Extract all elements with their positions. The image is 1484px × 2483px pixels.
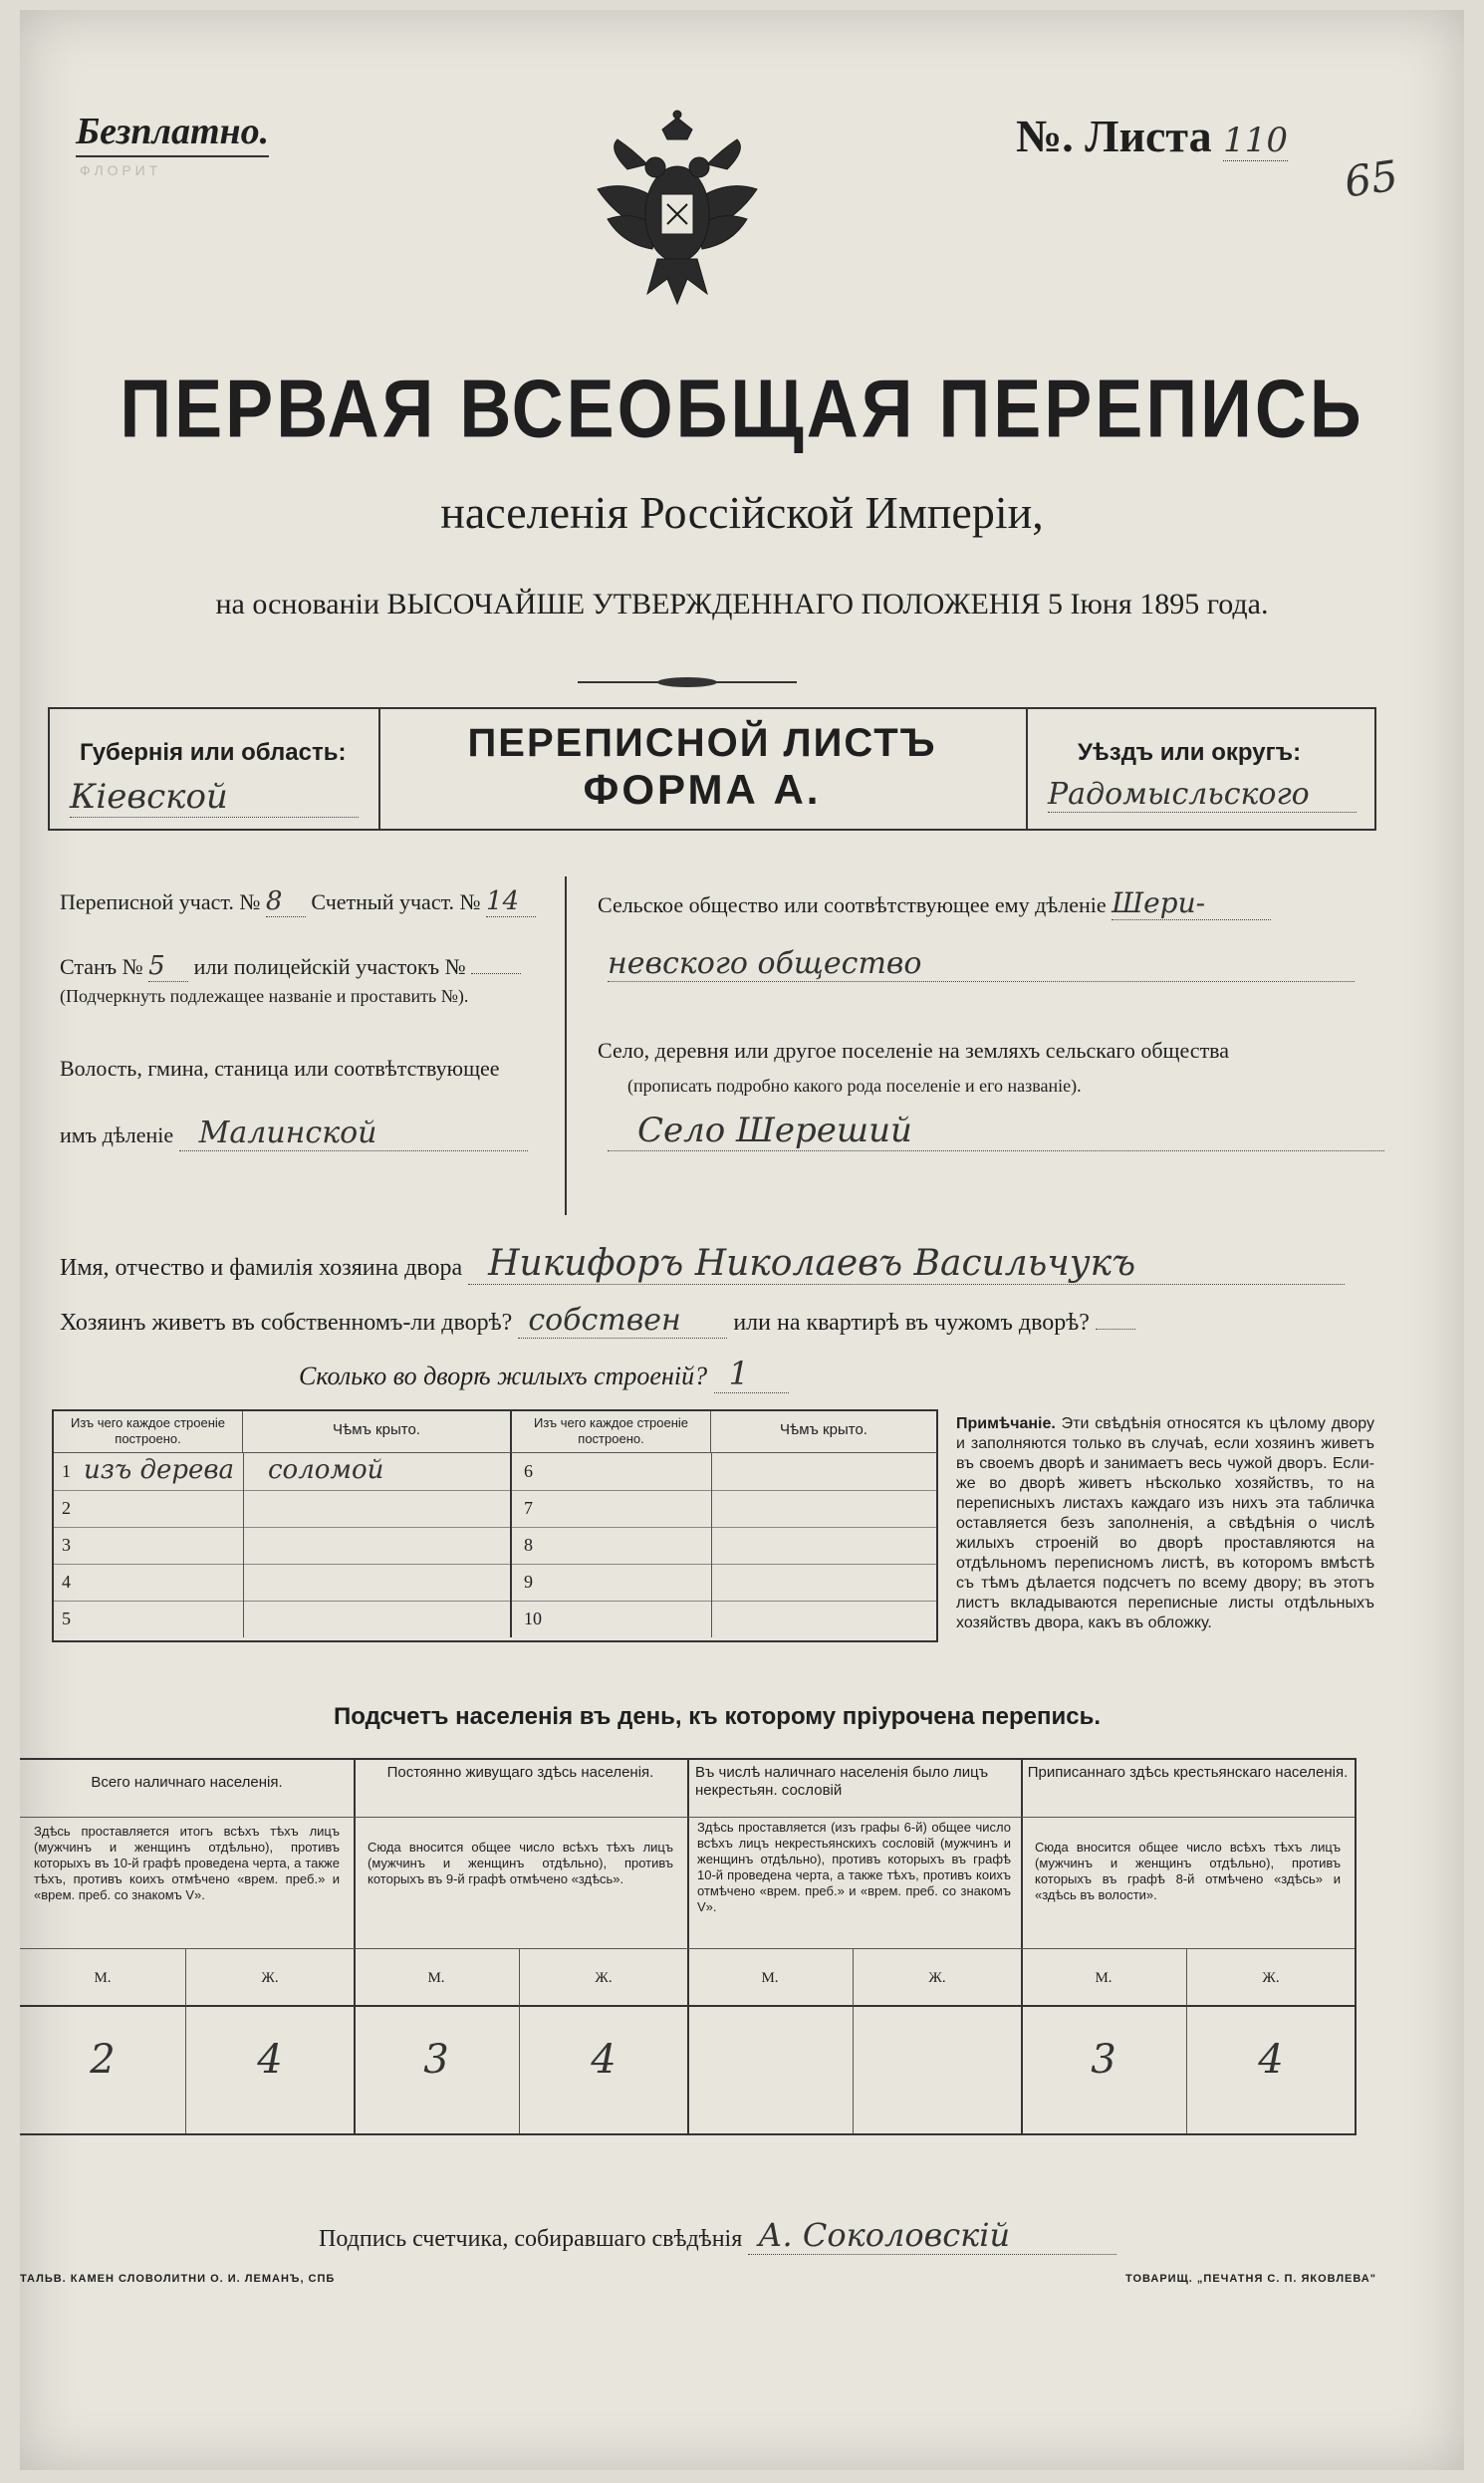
population-group-registered-peasant (1021, 1760, 1355, 2133)
selo-label: Село, деревня или другое поселеніе на земляхъ сельскаго общества (598, 1038, 1230, 1063)
volost-label-2: имъ дѣленіе (60, 1122, 174, 1147)
owner-lives-label: Хозяинъ живетъ въ собственномъ-ли дворѣ? (60, 1310, 513, 1336)
zh-header: Ж. (854, 1949, 1021, 2007)
row-material: изъ дерева (84, 1455, 235, 1485)
group-description: Здѣсь проставляется итогъ всѣхъ тѣхъ лицъ (мужчинъ и женщинъ отдѣльно), противъ которыхъ въ 10-й графѣ проведена черта, а также тѣхъ, противъ коихъ отмѣчено «врем. преб.» и «врем. преб. со знакомъ V». (20, 1818, 354, 1949)
selo-value: Село Шереший (608, 1111, 1384, 1151)
row-number: 1 (62, 1461, 71, 1481)
form-title-section (378, 709, 1026, 829)
schetny-label: Счетный участ. № (311, 889, 481, 914)
police-value (471, 973, 521, 974)
row-number: 7 (524, 1498, 533, 1518)
footer-printer-right: ТОВАРИЩ. „ПЕЧАТНЯ С. П. ЯКОВЛЕВА" (1125, 2273, 1376, 2285)
row-number: 9 (524, 1572, 533, 1592)
decorative-divider (578, 672, 797, 692)
owner-lives-value: собствен (518, 1303, 727, 1339)
group-description: Сюда вносится общее число всѣхъ тѣхъ лицъ (мужчинъ и женщинъ отдѣльно), противъ которыхъ въ графѣ 8-й отмѣчено «здѣсь» и «здѣсь въ волости». (1021, 1818, 1355, 1949)
uchastok-value: 8 (266, 886, 306, 917)
population-table (20, 1758, 1357, 2135)
signature-label: Подпись счетчика, собиравшаго свѣдѣнія (319, 2226, 743, 2252)
buildings-col-roof-1: Чѣмъ крыто. (243, 1411, 512, 1453)
table-row (512, 1453, 936, 1491)
m-value: 3 (354, 2007, 520, 2133)
row-number: 10 (524, 1609, 542, 1628)
m-header: М. (687, 1949, 854, 2007)
gubernia-label: Губернія или область: (80, 739, 347, 766)
buildings-table (52, 1409, 938, 1642)
corner-page-number: 65 (1341, 150, 1401, 207)
m-value: 3 (1021, 2007, 1187, 2133)
row-number: 2 (62, 1498, 71, 1518)
stan-label: Станъ № (60, 954, 143, 979)
table-row (54, 1527, 512, 1565)
selo-note: (прописать подробно какого рода поселеніе и его названіе). (627, 1076, 1082, 1096)
group-header: Постоянно живущаго здѣсь населенія. (354, 1760, 687, 1818)
table-row (512, 1527, 936, 1565)
obshchestvo-label: Сельское общество или соотвѣтствующее ему дѣленіе (598, 892, 1107, 917)
stan-value: 5 (148, 951, 188, 982)
buildings-col-material-2: Изъ чего каждое строеніе построено. (512, 1411, 711, 1453)
m-header: М. (1021, 1949, 1187, 2007)
sheet-number-block (1016, 110, 1288, 162)
buildings-count-row (299, 1355, 789, 1393)
uchastok-row (60, 886, 536, 917)
form-title: ПЕРЕПИСНОЙ ЛИСТЪ (467, 721, 937, 765)
table-row (54, 1564, 512, 1602)
sheet-number-label: №. Листа (1016, 111, 1212, 161)
obshchestvo-row (598, 886, 1271, 920)
m-value: 2 (20, 2007, 186, 2133)
zh-header: Ж. (186, 1949, 354, 2007)
volost-row (60, 1116, 528, 1151)
signature-value: А. Соколовскій (748, 2216, 1116, 2255)
zh-value: 4 (1258, 2037, 1284, 2083)
row-number: 8 (524, 1535, 533, 1555)
zh-value (854, 2007, 1021, 2133)
population-group-total (20, 1760, 356, 2133)
group-header: Въ числѣ наличнаго населенія было лицъ некрестьян. сословій (687, 1760, 1021, 1818)
group-header: Всего наличнаго населенія. (20, 1760, 354, 1818)
population-group-non-peasant (687, 1760, 1023, 2133)
schetny-value: 14 (486, 886, 536, 917)
owner-name-label: Имя, отчество и фамилія хозяина двора (60, 1255, 463, 1281)
row-number: 3 (62, 1535, 71, 1555)
population-group-permanent (354, 1760, 689, 2133)
gubernia-section (50, 709, 380, 829)
gubernia-value: Кіевской (70, 777, 359, 818)
col-divider (243, 1453, 244, 1637)
buildings-count-value: 1 (714, 1355, 789, 1393)
table-row (54, 1453, 512, 1491)
zh-value: 4 (257, 2037, 283, 2083)
bleed-through-text: Ф Л О Р И Т (80, 162, 158, 178)
uchastok-label: Переписной участ. № (60, 889, 261, 914)
buildings-note-text: Эти свѣдѣнія относятся къ цѣлому двору и заполняются только въ случаѣ, если хозяинъ живетъ въ своемъ дворѣ и занимаетъ весь чужой дворъ. Если-же во дворѣ живетъ нѣсколько хозяйствъ, то на переписныхъ листахъ каждаго изъ нихъ эта табличка оставляется безъ заполненія, а свѣдѣнія о числѣ жилыхъ строеній во дворѣ проставляются на отдѣльномъ переписномъ листѣ, въ которомъ вмѣстѣ съ тѣмъ дѣлается подсчетъ по всему двору; въ этотъ листъ вкладываются переписные листы отдѣльныхъ хозяйствъ двора, какъ въ обложку. (956, 1415, 1374, 1631)
group-description: Здѣсь проставляется (изъ графы 6-й) общее число всѣхъ лицъ некрестьянскихъ сословій (мужчинъ и женщинъ отдѣльно), противъ которыхъ въ графѣ 10-й проведена черта, а также тѣхъ, противъ коихъ отмѣчено «врем. преб.» и «врем. преб. со знакомъ V». (687, 1818, 1021, 1949)
footer-printer-left: ТАЛЬВ. КАМЕН СЛОВОЛИТНИ О. И. ЛЕМАНЪ, СПБ (20, 2273, 336, 2285)
volost-value: Малинской (179, 1116, 528, 1151)
m-value (687, 2007, 854, 2133)
sheet-number-value: 110 (1223, 121, 1288, 160)
row-number: 6 (524, 1461, 533, 1481)
table-row (512, 1601, 936, 1637)
buildings-col-material-1: Изъ чего каждое строеніе построено. (54, 1411, 243, 1453)
buildings-col-roof-2: Чѣмъ крыто. (711, 1411, 936, 1453)
form-name: ФОРМА А. (583, 766, 822, 813)
population-title: Подсчетъ населенія въ день, къ которому пріурочена перепись. (334, 1703, 1101, 1730)
zh-value: 4 (591, 2037, 617, 2083)
uezd-value: Радомысльского (1048, 777, 1357, 813)
buildings-note (956, 1414, 1374, 1633)
group-header: Приписаннаго здѣсь крестьянскаго населенія. (1021, 1760, 1355, 1818)
table-row (54, 1601, 512, 1637)
table-row (512, 1564, 936, 1602)
census-form-sheet (20, 10, 1464, 2470)
fields-divider (565, 876, 567, 1215)
buildings-count-label: Сколько во дворѣ жилыхъ строеній? (299, 1362, 708, 1390)
zh-header: Ж. (1187, 1949, 1355, 2007)
imperial-eagle-icon (588, 110, 767, 309)
form-subtitle: населенія Россійской Имперіи, (440, 487, 1044, 538)
owner-lives-row (60, 1303, 1135, 1339)
free-label: Безплатно. (76, 110, 269, 157)
uezd-label: Уѣздъ или округъ: (1078, 739, 1302, 766)
table-row (54, 1490, 512, 1528)
m-header: М. (20, 1949, 186, 2007)
owner-rent-value (1096, 1329, 1135, 1330)
owner-lives-label-2: или на квартирѣ въ чужомъ дворѣ? (733, 1310, 1090, 1336)
m-header: М. (354, 1949, 520, 2007)
form-legal-basis: на основаніи ВЫСОЧАЙШЕ УТВЕРЖДЕННАГО ПОЛОЖЕНІЯ 5 Іюня 1895 года. (215, 588, 1269, 621)
obshchestvo-value-1: Шери- (1112, 886, 1271, 920)
row-roof: соломой (268, 1455, 384, 1485)
form-header-box (48, 707, 1376, 831)
owner-name-row (60, 1243, 1345, 1285)
buildings-note-title: Примѣчаніе. (956, 1415, 1056, 1432)
owner-name-value: Никифоръ Николаевъ Васильчукъ (468, 1243, 1345, 1285)
group-description: Сюда вносится общее число всѣхъ тѣхъ лицъ (мужчинъ и женщинъ отдѣльно), противъ которыхъ въ 9-й графѣ отмѣчено «здѣсь». (354, 1818, 687, 1949)
uezd-section (1026, 709, 1376, 829)
police-label: или полицейскій участокъ № (193, 954, 466, 979)
col-divider (711, 1453, 712, 1637)
stan-row (60, 951, 521, 982)
form-main-title: ПЕРВАЯ ВСЕОБЩАЯ ПЕРЕПИСЬ (120, 364, 1364, 455)
row-number: 4 (62, 1572, 71, 1592)
table-row (512, 1490, 936, 1528)
obshchestvo-value-2: невского общество (608, 946, 1355, 982)
zh-header: Ж. (520, 1949, 687, 2007)
stan-note: (Подчеркнуть подлежащее названіе и проставить №). (60, 986, 469, 1006)
row-number: 5 (62, 1609, 71, 1628)
signature-row (319, 2216, 1116, 2255)
volost-label: Волость, гмина, станица или соотвѣтствующее (60, 1056, 500, 1081)
